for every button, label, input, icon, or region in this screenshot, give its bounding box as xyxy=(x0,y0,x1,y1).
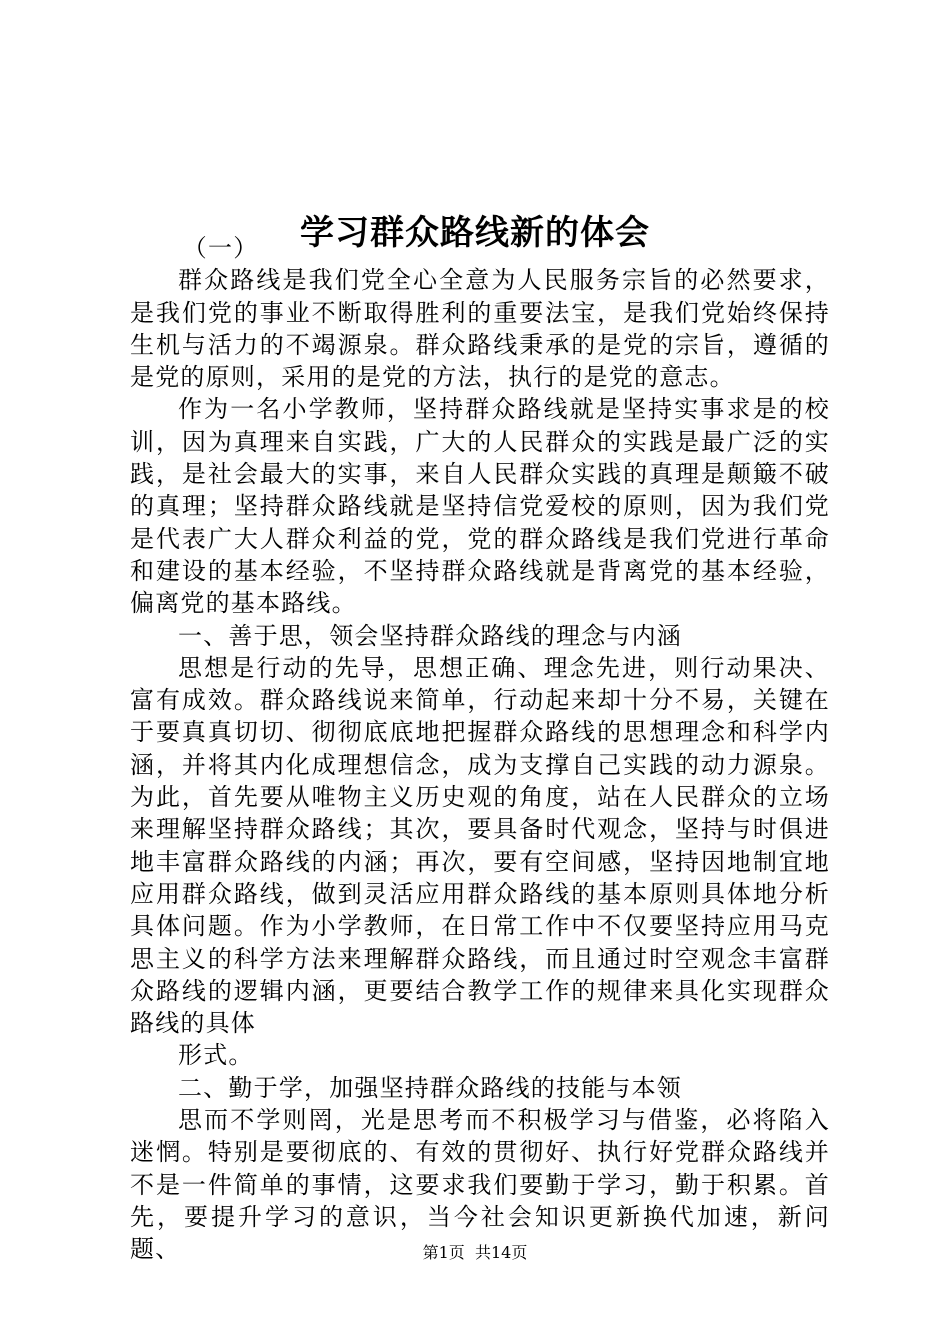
paragraph-4: 思而不学则罔，光是思考而不积极学习与借鉴，必将陷入迷惘。特别是要彻底的、有效的贯彻好、执行好党群众路线并不是一件简单的事情，这要求我们要勤于学习，勤于积累。首先，要提升学习的意识，当今社会知识更新换代加速，新问题、 xyxy=(130,1106,830,1264)
page-total: 共14页 xyxy=(474,1243,528,1262)
paragraph-1: 群众路线是我们党全心全意为人民服务宗旨的必然要求，是我们党的事业不断取得胜利的重要法宝，是我们党始终保持生机与活力的不竭源泉。群众路线秉承的是党的宗旨，遵循的是党的原则，采用的是党的方法，执行的是党的意志。 xyxy=(130,266,830,392)
page-footer xyxy=(0,1242,950,1264)
document-title: 学习群众路线新的体会 xyxy=(300,212,650,253)
section-number: （一） xyxy=(182,234,259,262)
section-heading-2: 二、勤于学，加强坚持群众路线的技能与本领 xyxy=(178,1073,682,1102)
paragraph-2: 作为一名小学教师，坚持群众路线就是坚持实事求是的校训，因为真理来自实践，广大的人民群众的实践是最广泛的实践，是社会最大的实事，来自人民群众实践的真理是颠簸不破的真理；坚持群众路线就是坚持信党爱校的原则，因为我们党是代表广大人群众利益的党，党的群众路线是我们党进行革命和建设的基本经验，不坚持群众路线就是背离党的基本经验，偏离党的基本路线。 xyxy=(130,395,830,618)
document-body xyxy=(130,232,830,1266)
section-heading-1: 一、善于思，领会坚持群众路线的理念与内涵 xyxy=(178,621,682,650)
page-number: 第1页 xyxy=(422,1243,465,1262)
paragraph-3-continuation: 形式。 xyxy=(178,1041,254,1070)
paragraph-3: 思想是行动的先导，思想正确、理念先进，则行动果决、富有成效。群众路线说来简单，行动起来却十分不易，关键在于要真真切切、彻彻底底地把握群众路线的思想理念和科学内涵，并将其内化成理想信念，成为支撑自己实践的动力源泉。为此，首先要从唯物主义历史观的角度，站在人民群众的立场来理解坚持群众路线；其次，要具备时代观念，坚持与时俱进地丰富群众路线的内涵；再次，要有空间感，坚持因地制宜地应用群众路线，做到灵活应用群众路线的基本原则具体地分析具体问题。作为小学教师，在日常工作中不仅要坚持应用马克思主义的科学方法来理解群众路线，而且通过时空观念丰富群众路线的逻辑内涵，更要结合教学工作的规律来具化实现群众路线的具体 xyxy=(130,653,830,1038)
